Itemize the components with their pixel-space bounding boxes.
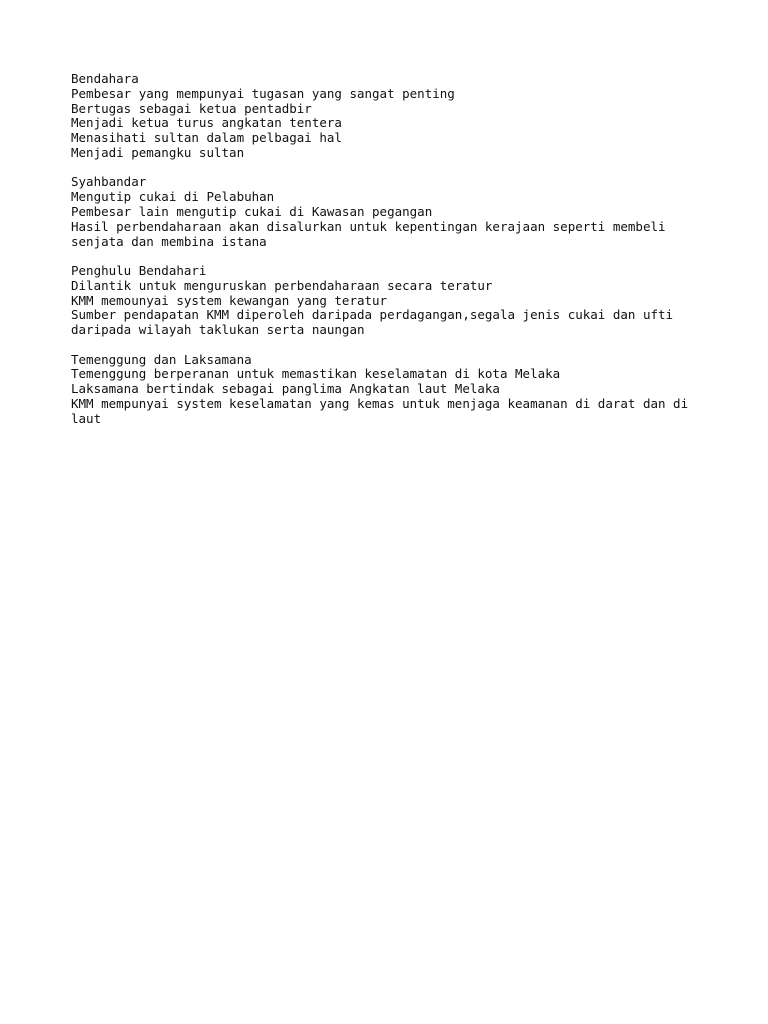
section-line: Sumber pendapatan KMM diperoleh daripada perdagangan,segala jenis cukai dan ufti bbox=[71, 307, 674, 323]
section-line: Temenggung berperanan untuk memastikan keselamatan di kota Melaka bbox=[71, 366, 561, 382]
section-line: Mengutip cukai di Pelabuhan bbox=[71, 189, 275, 205]
document-page bbox=[71, 72, 711, 441]
section-line: Menjadi pemangku sultan bbox=[71, 144, 245, 160]
section-penghulu-bendahari bbox=[71, 264, 711, 338]
section-line: Dilantik untuk menguruskan perbendaharaan secara teratur bbox=[71, 277, 493, 293]
section-temenggung-dan-laksamana bbox=[71, 353, 711, 427]
section-syahbandar bbox=[71, 175, 711, 249]
section-line: Pembesar yang mempunyai tugasan yang sangat penting bbox=[71, 85, 455, 101]
section-line: Menjadi ketua turus angkatan tentera bbox=[71, 115, 342, 131]
section-heading: Penghulu Bendahari bbox=[71, 262, 207, 278]
section-line: KMM memounyai system kewangan yang teratur bbox=[71, 292, 388, 308]
section-bendahara bbox=[71, 72, 711, 161]
section-line: laut bbox=[71, 410, 102, 426]
section-line: Laksamana bertindak sebagai panglima Angkatan laut Melaka bbox=[71, 381, 500, 397]
section-line: daripada wilayah taklukan serta naungan bbox=[71, 322, 365, 338]
section-heading: Bendahara bbox=[71, 71, 139, 86]
section-line: Hasil perbendaharaan akan disalurkan untuk kepentingan kerajaan seperti membeli bbox=[71, 218, 666, 234]
section-heading: Temenggung dan Laksamana bbox=[71, 351, 252, 367]
section-line: KMM mempunyai system keselamatan yang kemas untuk menjaga keamanan di darat dan di bbox=[71, 395, 689, 411]
section-heading: Syahbandar bbox=[71, 174, 147, 190]
section-line: Menasihati sultan dalam pelbagai hal bbox=[71, 130, 342, 146]
section-line: Pembesar lain mengutip cukai di Kawasan pegangan bbox=[71, 203, 433, 219]
section-line: senjata dan membina istana bbox=[71, 233, 267, 249]
section-line: Bertugas sebagai ketua pentadbir bbox=[71, 100, 312, 116]
